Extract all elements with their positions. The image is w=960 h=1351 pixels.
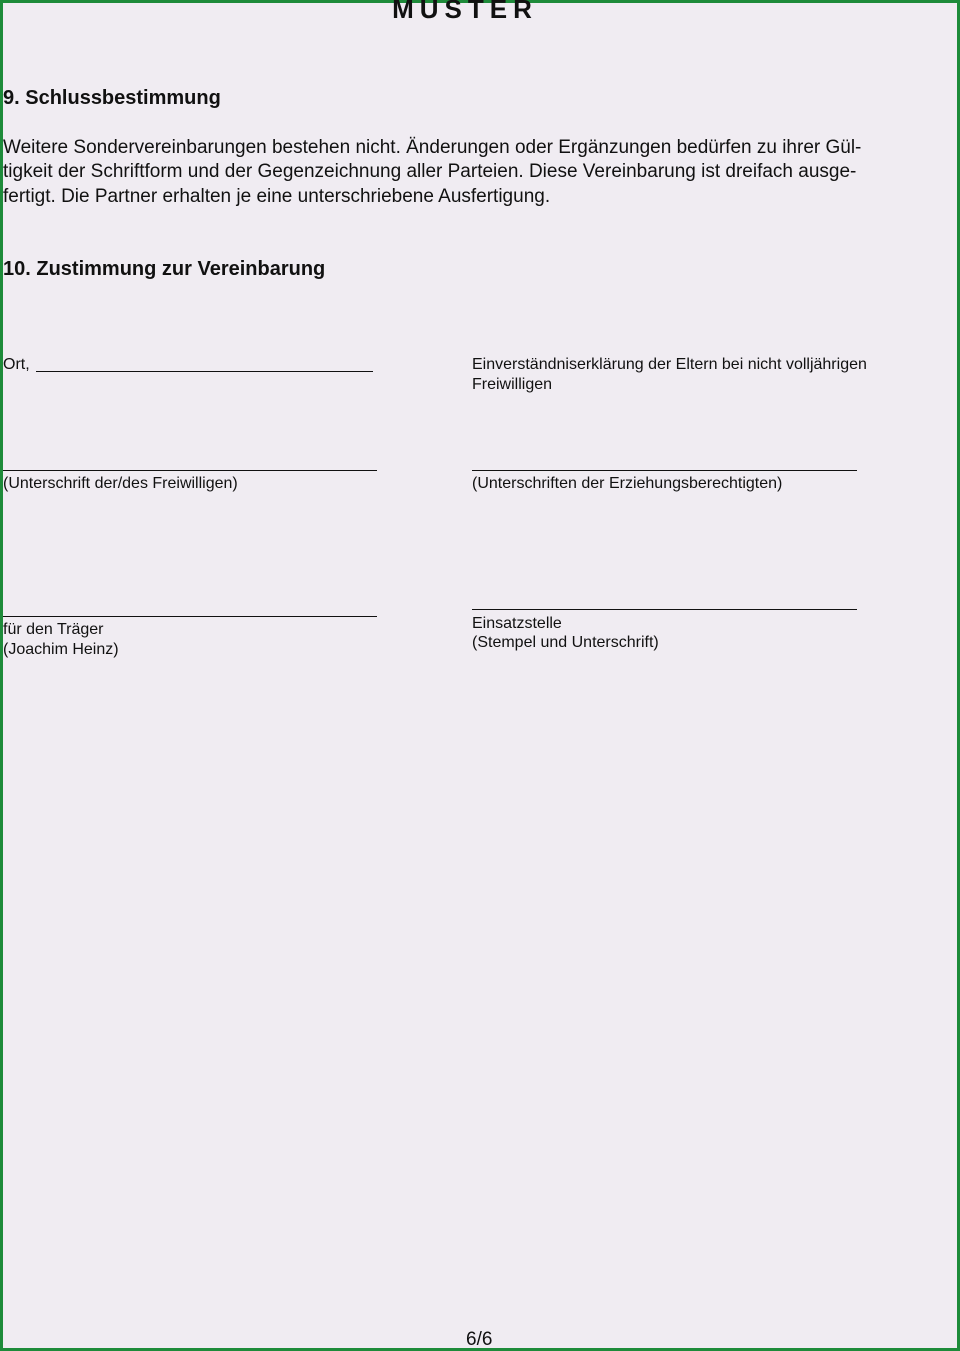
guardian-signature-line xyxy=(472,470,857,471)
volunteer-signature-label: (Unterschrift der/des Freiwilligen) xyxy=(3,475,238,492)
section-10-title: 10. Zustimmung zur Vereinbarung xyxy=(3,258,326,280)
ort-label: Ort, xyxy=(3,356,30,373)
ort-signature-line xyxy=(36,371,373,372)
placement-signature-line xyxy=(472,609,857,610)
guardian-signature-label: (Unterschriften der Erziehungsberechtigten) xyxy=(472,475,783,492)
volunteer-signature-line xyxy=(3,470,377,471)
paragraph-line: Weitere Sondervereinbarungen bestehen nicht. Änderungen oder Ergänzungen bedürfen zu ihrer Gül- xyxy=(3,137,862,158)
carrier-signature-line xyxy=(3,616,377,617)
section-9-title: 9. Schlussbestimmung xyxy=(3,87,221,109)
parent-consent-line: Freiwilligen xyxy=(472,376,553,393)
placement-stamp-note: (Stempel und Unterschrift) xyxy=(472,634,659,651)
placement-label: Einsatzstelle xyxy=(472,615,562,632)
paragraph-line: fertigt. Die Partner erhalten je eine unterschriebene Ausfertigung. xyxy=(3,186,551,207)
document-watermark: MUSTER xyxy=(392,0,538,24)
carrier-name: (Joachim Heinz) xyxy=(3,641,119,658)
page-number: 6/6 xyxy=(466,1329,493,1350)
parent-consent-line: Einverständniserklärung der Eltern bei nicht volljährigen xyxy=(472,356,867,373)
paragraph-line: tigkeit der Schriftform und der Gegenzeichnung aller Parteien. Diese Vereinbarung ist dreifach ausge- xyxy=(3,161,857,182)
carrier-label: für den Träger xyxy=(3,621,104,638)
